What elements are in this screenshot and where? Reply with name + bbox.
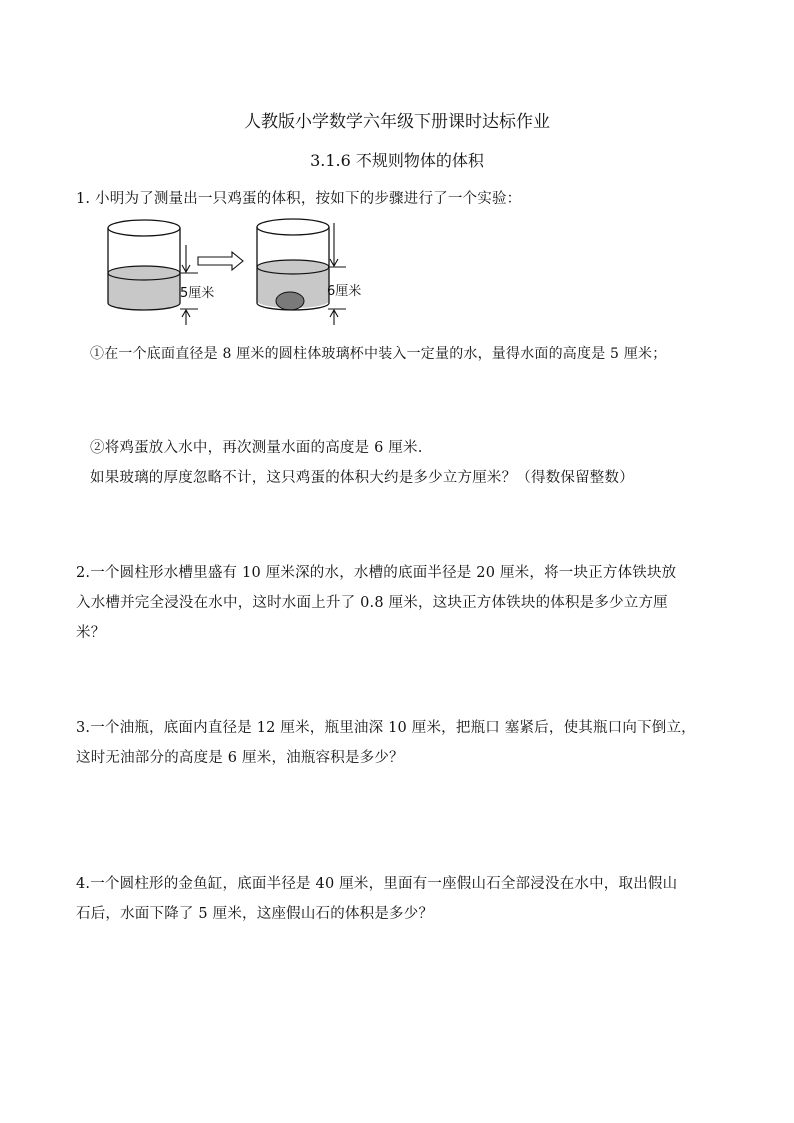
page-subtitle: 3.1.6 不规则物体的体积 (310, 151, 484, 170)
question-3-line-2: 这时无油部分的高度是 6 厘米，油瓶容积是多少？ (76, 750, 404, 766)
question-1-line-3: ②将鸡蛋放入水中，再次测量水面的高度是 6 厘米. (90, 440, 423, 456)
question-3-line-1: 3.一个油瓶，底面内直径是 12 厘米，瓶里油深 10 厘米，把瓶口 塞紧后，使其瓶口向下倒立， (76, 720, 696, 736)
experiment-figure (100, 215, 370, 325)
water-surface-before (108, 266, 180, 280)
cup-after (257, 219, 329, 310)
question-2-line-2: 入水槽并完全浸没在水中，这时水面上升了 0.8 厘米，这块正方体铁块的体积是多少立方厘 (76, 595, 668, 611)
label-6cm: 6厘米 (327, 284, 362, 299)
label-5cm: 5厘米 (180, 286, 215, 301)
cup-before (108, 220, 180, 310)
question-2-line-3: 米？ (76, 625, 106, 641)
measure-right (327, 223, 361, 325)
page-title: 人教版小学数学六年级下册课时达标作业 (244, 112, 550, 132)
question-2-line-1: 2.一个圆柱形水槽里盛有 10 厘米深的水，水槽的底面半径是 20 厘米，将一块正方体铁块放 (76, 565, 677, 581)
egg-icon (276, 292, 304, 310)
arrow-icon (198, 252, 243, 270)
question-1-line-1: 1. 小明为了测量出一只鸡蛋的体积，按如下的步骤进行了一个实验： (76, 191, 522, 207)
question-1-line-4: 如果玻璃的厚度忽略不计，这只鸡蛋的体积大约是多少立方厘米？（得数保留整数） (90, 470, 634, 486)
question-4-line-2: 石后，水面下降了 5 厘米，这座假山石的体积是多少？ (76, 906, 434, 922)
question-4-line-1: 4.一个圆柱形的金鱼缸，底面半径是 40 厘米，里面有一座假山石全部浸没在水中，取出假山 (76, 876, 678, 892)
question-1-line-2: ①在一个底面直径是 8 厘米的圆柱体玻璃杯中装入一定量的水，量得水面的高度是 5 厘米； (90, 346, 667, 362)
water-surface-after (257, 260, 329, 274)
